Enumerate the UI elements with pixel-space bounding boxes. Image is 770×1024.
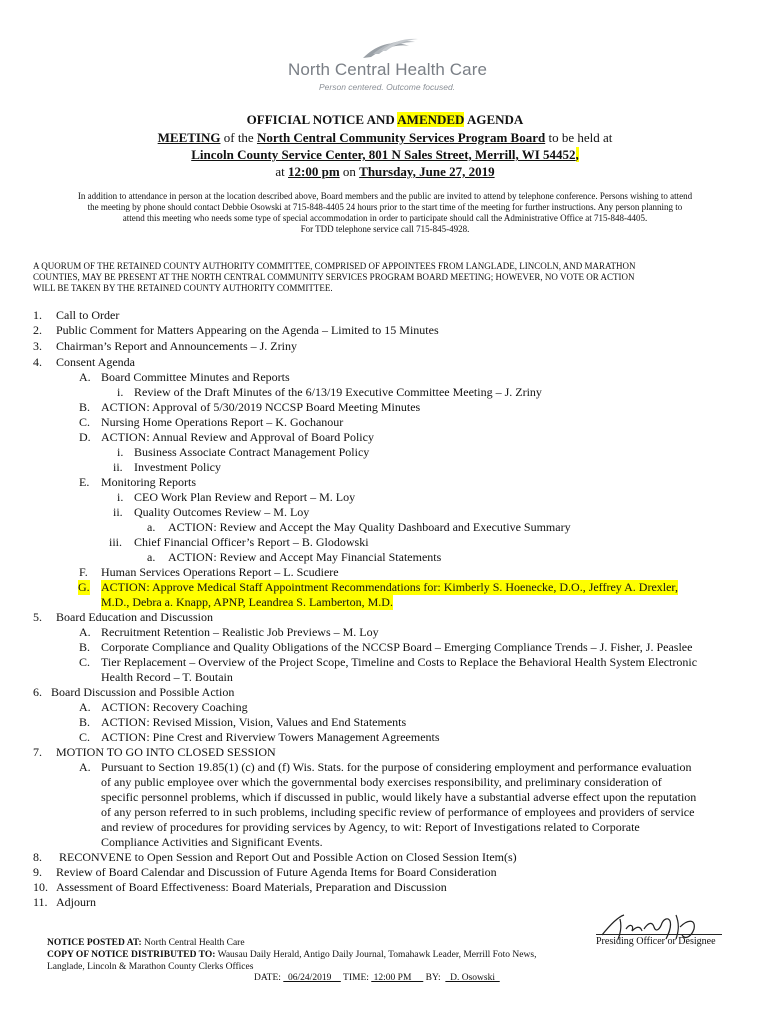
- agenda-number: ii.: [113, 505, 123, 519]
- agenda-text: ACTION: Approve Medical Staff Appointment Recommendations for: Kimberly S. Hoenecke, D.O., Jeffrey A. Drexler,: [101, 580, 678, 594]
- agenda-item: [0, 565, 770, 580]
- agenda-item: [0, 880, 770, 895]
- agenda-item: [0, 745, 770, 760]
- agenda-item: [0, 505, 770, 520]
- agenda-list: [0, 308, 770, 910]
- notice-distributed-value: Wausau Daily Herald, Antigo Daily Journal, Tomahawk Leader, Merrill Foto News,: [215, 950, 537, 960]
- agenda-text: Monitoring Reports: [101, 475, 196, 489]
- agenda-item: [0, 640, 770, 655]
- agenda-item: [0, 475, 770, 490]
- agenda-text: ACTION: Annual Review and Approval of Board Policy: [101, 430, 374, 444]
- agenda-item-highlighted: [0, 580, 770, 595]
- agenda-text: Health Record – T. Boutain: [101, 670, 233, 684]
- heading-line-1: [0, 112, 770, 128]
- intro-paragraph: [30, 191, 740, 235]
- notice-date-time-by: [254, 973, 500, 983]
- quorum-line: A QUORUM OF THE RETAINED COUNTY AUTHORITY COMMITTEE, COMPRISED OF APPOINTEES FROM LANGLADE, LINCOLN, AND MARATHON: [33, 261, 636, 271]
- agenda-item: [0, 460, 770, 475]
- time-label: TIME:: [340, 973, 372, 983]
- agenda-item: [0, 520, 770, 535]
- agenda-item: [0, 775, 770, 790]
- heading-meeting: MEETING: [157, 130, 221, 145]
- heading-location: Lincoln County Service Center, 801 N Sales Street, Merrill, WI 54452: [191, 147, 576, 162]
- agenda-number: G.: [78, 580, 90, 594]
- agenda-text: Tier Replacement – Overview of the Project Scope, Timeline and Costs to Replace the Behavioral Health System Electronic: [101, 655, 698, 669]
- heading-time: 12:00 pm: [288, 164, 340, 179]
- agenda-text: Business Associate Contract Management Policy: [134, 445, 370, 459]
- agenda-text: Call to Order: [56, 308, 120, 322]
- signature-caption: Presiding Officer or Designee: [596, 936, 716, 947]
- signature-line: [596, 934, 722, 935]
- agenda-text: Compliance Activities and Significant Events.: [101, 835, 323, 849]
- notice-distributed: [47, 949, 536, 961]
- heading-of: of the: [220, 130, 257, 145]
- agenda-text: MOTION TO GO INTO CLOSED SESSION: [56, 745, 276, 759]
- agenda-text: Investment Policy: [134, 460, 221, 474]
- agenda-item: [0, 865, 770, 880]
- agenda-text: ACTION: Review and Accept May Financial Statements: [168, 550, 442, 564]
- agenda-item: [0, 835, 770, 850]
- agenda-item: [0, 685, 770, 700]
- agenda-text: Corporate Compliance and Quality Obligations of the NCCSP Board – Emerging Compliance Trends – J. Fisher, J. Peaslee: [101, 640, 693, 654]
- heading-title-suffix: AGENDA: [464, 112, 524, 127]
- agenda-text: RECONVENE to Open Session and Report Out and Possible Action on Closed Session Item(s): [59, 850, 517, 864]
- agenda-number: 3.: [33, 339, 42, 353]
- agenda-text: ACTION: Recovery Coaching: [101, 700, 248, 714]
- agenda-text: ACTION: Revised Mission, Vision, Values and End Statements: [101, 715, 407, 729]
- agenda-item: [0, 430, 770, 445]
- agenda-number: A.: [79, 760, 91, 774]
- agenda-text: M.D., Debra a. Knapp, APNP, Leandrea S. Lamberton, M.D.: [101, 595, 393, 609]
- notice-posted-label: NOTICE POSTED AT:: [47, 938, 142, 948]
- agenda-item: [0, 850, 770, 865]
- heading-on: on: [339, 164, 360, 179]
- agenda-number: B.: [79, 640, 91, 654]
- agenda-number: 9.: [33, 865, 42, 879]
- notice-posted-value: North Central Health Care: [141, 938, 245, 948]
- agenda-item: [0, 760, 770, 775]
- agenda-item-highlighted: [0, 595, 770, 610]
- agenda-text: Adjourn: [56, 895, 96, 909]
- agenda-text: Public Comment for Matters Appearing on the Agenda – Limited to 15 Minutes: [56, 323, 439, 337]
- intro-line: For TDD telephone service call 715-845-4928.: [300, 224, 470, 234]
- quorum-notice: [33, 261, 753, 294]
- agenda-item: [0, 625, 770, 640]
- agenda-number: a.: [147, 520, 156, 534]
- agenda-text: ACTION: Review and Accept the May Quality Dashboard and Executive Summary: [168, 520, 571, 534]
- agenda-item: [0, 700, 770, 715]
- intro-line: the meeting by phone should contact Debbie Osowski at 715-848-4405 24 hours prior to the start time of the meeting for further instructions. Any person planning to: [87, 202, 683, 212]
- agenda-number: 7.: [33, 745, 42, 759]
- agenda-number: iii.: [109, 535, 123, 549]
- agenda-number: 4.: [33, 355, 42, 369]
- agenda-text: ACTION: Approval of 5/30/2019 NCCSP Board Meeting Minutes: [101, 400, 421, 414]
- agenda-number: C.: [79, 415, 91, 429]
- agenda-item: [0, 610, 770, 625]
- quorum-line: COUNTIES, MAY BE PRESENT AT THE NORTH CENTRAL COMMUNITY SERVICES PROGRAM BOARD MEETING; HOWEVER, NO VOTE OR ACTION: [33, 272, 635, 282]
- quorum-line: WILL BE TAKEN BY THE RETAINED COUNTY AUTHORITY COMMITTEE.: [33, 283, 333, 293]
- agenda-number: A.: [79, 700, 91, 714]
- agenda-number: B.: [79, 715, 91, 729]
- agenda-number: 10.: [33, 880, 48, 894]
- agenda-text: specific personnel problems, which if discussed in public, would likely have a substantial adverse effect upon the reputation: [101, 790, 697, 804]
- agenda-item: [0, 323, 770, 339]
- agenda-text: of any person referred to in such problems, including specific review of performance of employees and providers of service: [101, 805, 695, 819]
- agenda-item: [0, 339, 770, 355]
- agenda-item: [0, 355, 770, 370]
- agenda-item: [0, 445, 770, 460]
- agenda-text: Board Discussion and Possible Action: [51, 685, 235, 699]
- intro-line: attend this meeting who needs some type of special accommodation in order to participate should call the Administrative Office at 715-848-4405.: [122, 213, 648, 223]
- agenda-number: C.: [79, 655, 91, 669]
- heading-date: Thursday, June 27, 2019: [359, 164, 495, 179]
- heading-title-prefix: OFFICIAL NOTICE AND: [246, 112, 398, 127]
- heading-line-3: [0, 147, 770, 163]
- agenda-text: Human Services Operations Report – L. Scudiere: [101, 565, 339, 579]
- agenda-text: Chairman’s Report and Announcements – J. Zriny: [56, 339, 297, 353]
- by-value: D. Osowski: [445, 973, 500, 983]
- agenda-text: Chief Financial Officer’s Report – B. Glodowski: [134, 535, 369, 549]
- agenda-number: A.: [79, 370, 91, 384]
- agenda-text: Consent Agenda: [56, 355, 135, 369]
- agenda-item: [0, 400, 770, 415]
- agenda-number: B.: [79, 400, 91, 414]
- agenda-item: [0, 730, 770, 745]
- agenda-number: a.: [147, 550, 156, 564]
- notice-distributed-label: COPY OF NOTICE DISTRIBUTED TO:: [47, 950, 216, 960]
- agenda-text: and review of procedures for providing services by Agency, to wit: Report of Investigations related to Corporate: [101, 820, 640, 834]
- agenda-number: 2.: [33, 323, 42, 337]
- heading-amended: AMENDED: [397, 112, 465, 127]
- agenda-item: [0, 385, 770, 400]
- agenda-item: [0, 308, 770, 323]
- time-value: 12:00 PM: [371, 973, 424, 983]
- agenda-text: Board Education and Discussion: [56, 610, 213, 624]
- heading-at: at: [275, 164, 289, 179]
- agenda-number: i.: [117, 385, 124, 399]
- agenda-number: 8.: [33, 850, 42, 864]
- agenda-text: Board Committee Minutes and Reports: [101, 370, 290, 384]
- agenda-item: [0, 535, 770, 550]
- agenda-text: Assessment of Board Effectiveness: Board Materials, Preparation and Discussion: [56, 880, 447, 894]
- agenda-item: [0, 370, 770, 385]
- agenda-text: Nursing Home Operations Report – K. Gochanour: [101, 415, 344, 429]
- agenda-text: of any public employee over which the governmental body exercises responsibility, and preliminary consideration of: [101, 775, 662, 789]
- agenda-number: E.: [79, 475, 90, 489]
- agenda-text: Recruitment Retention – Realistic Job Previews – M. Loy: [101, 625, 379, 639]
- agenda-number: ii.: [113, 460, 123, 474]
- agenda-item: [0, 790, 770, 805]
- agenda-item: [0, 820, 770, 835]
- logo-org-name: North Central Health Care: [288, 60, 488, 79]
- logo-tagline: Person centered. Outcome focused.: [319, 82, 456, 92]
- date-value: 06/24/2019: [283, 973, 341, 983]
- notice-posted: [47, 937, 536, 949]
- agenda-number: 11.: [33, 895, 48, 909]
- agenda-number: 1.: [33, 308, 42, 322]
- agenda-text: Quality Outcomes Review – M. Loy: [134, 505, 310, 519]
- agenda-number: F.: [79, 565, 88, 579]
- agenda-item: [0, 670, 770, 685]
- notice-distributed-value-2: Langlade, Lincoln & Marathon County Clerks Offices: [47, 962, 254, 972]
- intro-line: In addition to attendance in person at the location described above, Board members and the public are invited to attend by telephone conference. Persons wishing to attend: [77, 191, 693, 201]
- heading-line-4: [0, 164, 770, 180]
- agenda-text: ACTION: Pine Crest and Riverview Towers Management Agreements: [101, 730, 440, 744]
- by-label: BY:: [423, 973, 446, 983]
- agenda-text: Review of Board Calendar and Discussion of Future Agenda Items for Board Consideration: [56, 865, 497, 879]
- agenda-number: i.: [117, 490, 124, 504]
- heading-held-at: to be held at: [545, 130, 613, 145]
- agenda-item: [0, 415, 770, 430]
- heading-board-name: North Central Community Services Program Board: [256, 130, 546, 145]
- agenda-number: 6.: [33, 685, 42, 699]
- notice-footer: [47, 937, 536, 973]
- heading-location-comma: ,: [575, 147, 579, 162]
- agenda-item: [0, 805, 770, 820]
- agenda-number: C.: [79, 730, 91, 744]
- agenda-text: Pursuant to Section 19.85(1) (c) and (f) Wis. Stats. for the purpose of considering employment and performance evaluation: [101, 760, 692, 774]
- agenda-number: i.: [117, 445, 124, 459]
- agenda-number: D.: [79, 430, 91, 444]
- heading-line-2: [0, 130, 770, 146]
- agenda-text: Review of the Draft Minutes of the 6/13/19 Executive Committee Meeting – J. Zriny: [134, 385, 542, 399]
- agenda-number: A.: [79, 625, 91, 639]
- agenda-text: CEO Work Plan Review and Report – M. Loy: [134, 490, 356, 504]
- agenda-item: [0, 550, 770, 565]
- date-label: DATE:: [254, 973, 284, 983]
- agenda-item: [0, 715, 770, 730]
- agenda-item: [0, 655, 770, 670]
- agenda-item: [0, 490, 770, 505]
- logo-wave-icon: [285, 36, 499, 62]
- agenda-number: 5.: [33, 610, 42, 624]
- logo: [285, 36, 499, 94]
